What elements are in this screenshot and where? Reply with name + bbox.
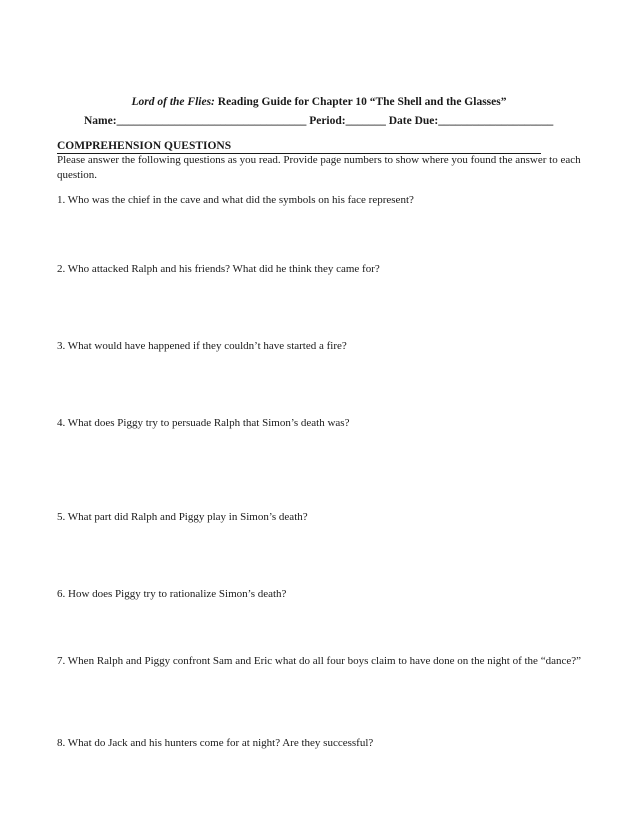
instructions-text: Please answer the following questions as you read. Provide page numbers to show where you found the answer to each question.: [57, 154, 581, 181]
question-5: 5. What part did Ralph and Piggy play in Simon’s death?: [57, 511, 308, 523]
question-2: 2. Who attacked Ralph and his friends? What did he think they came for?: [57, 263, 380, 275]
question-8: 8. What do Jack and his hunters come for at night? Are they successful?: [57, 737, 374, 749]
guide-title: Reading Guide for Chapter 10 “The Shell and the Glasses”: [214, 96, 507, 108]
book-title: Lord of the Flies:: [131, 96, 215, 108]
question-1: 1. Who was the chief in the cave and what did the symbols on his face represent?: [57, 194, 414, 206]
question-6: 6. How does Piggy try to rationalize Simon’s death?: [57, 588, 287, 600]
question-7: 7. When Ralph and Piggy confront Sam and Eric what do all four boys claim to have done on the night of the “dance?”: [57, 655, 581, 667]
student-info-line: Name:_________________________________ Period:_______ Date Due:____________________: [84, 115, 554, 127]
question-4: 4. What does Piggy try to persuade Ralph that Simon’s death was?: [57, 417, 350, 429]
worksheet-title: [0, 96, 638, 108]
question-3: 3. What would have happened if they couldn’t have started a fire?: [57, 340, 347, 352]
section-heading: COMPREHENSION QUESTIONS: [57, 140, 541, 154]
